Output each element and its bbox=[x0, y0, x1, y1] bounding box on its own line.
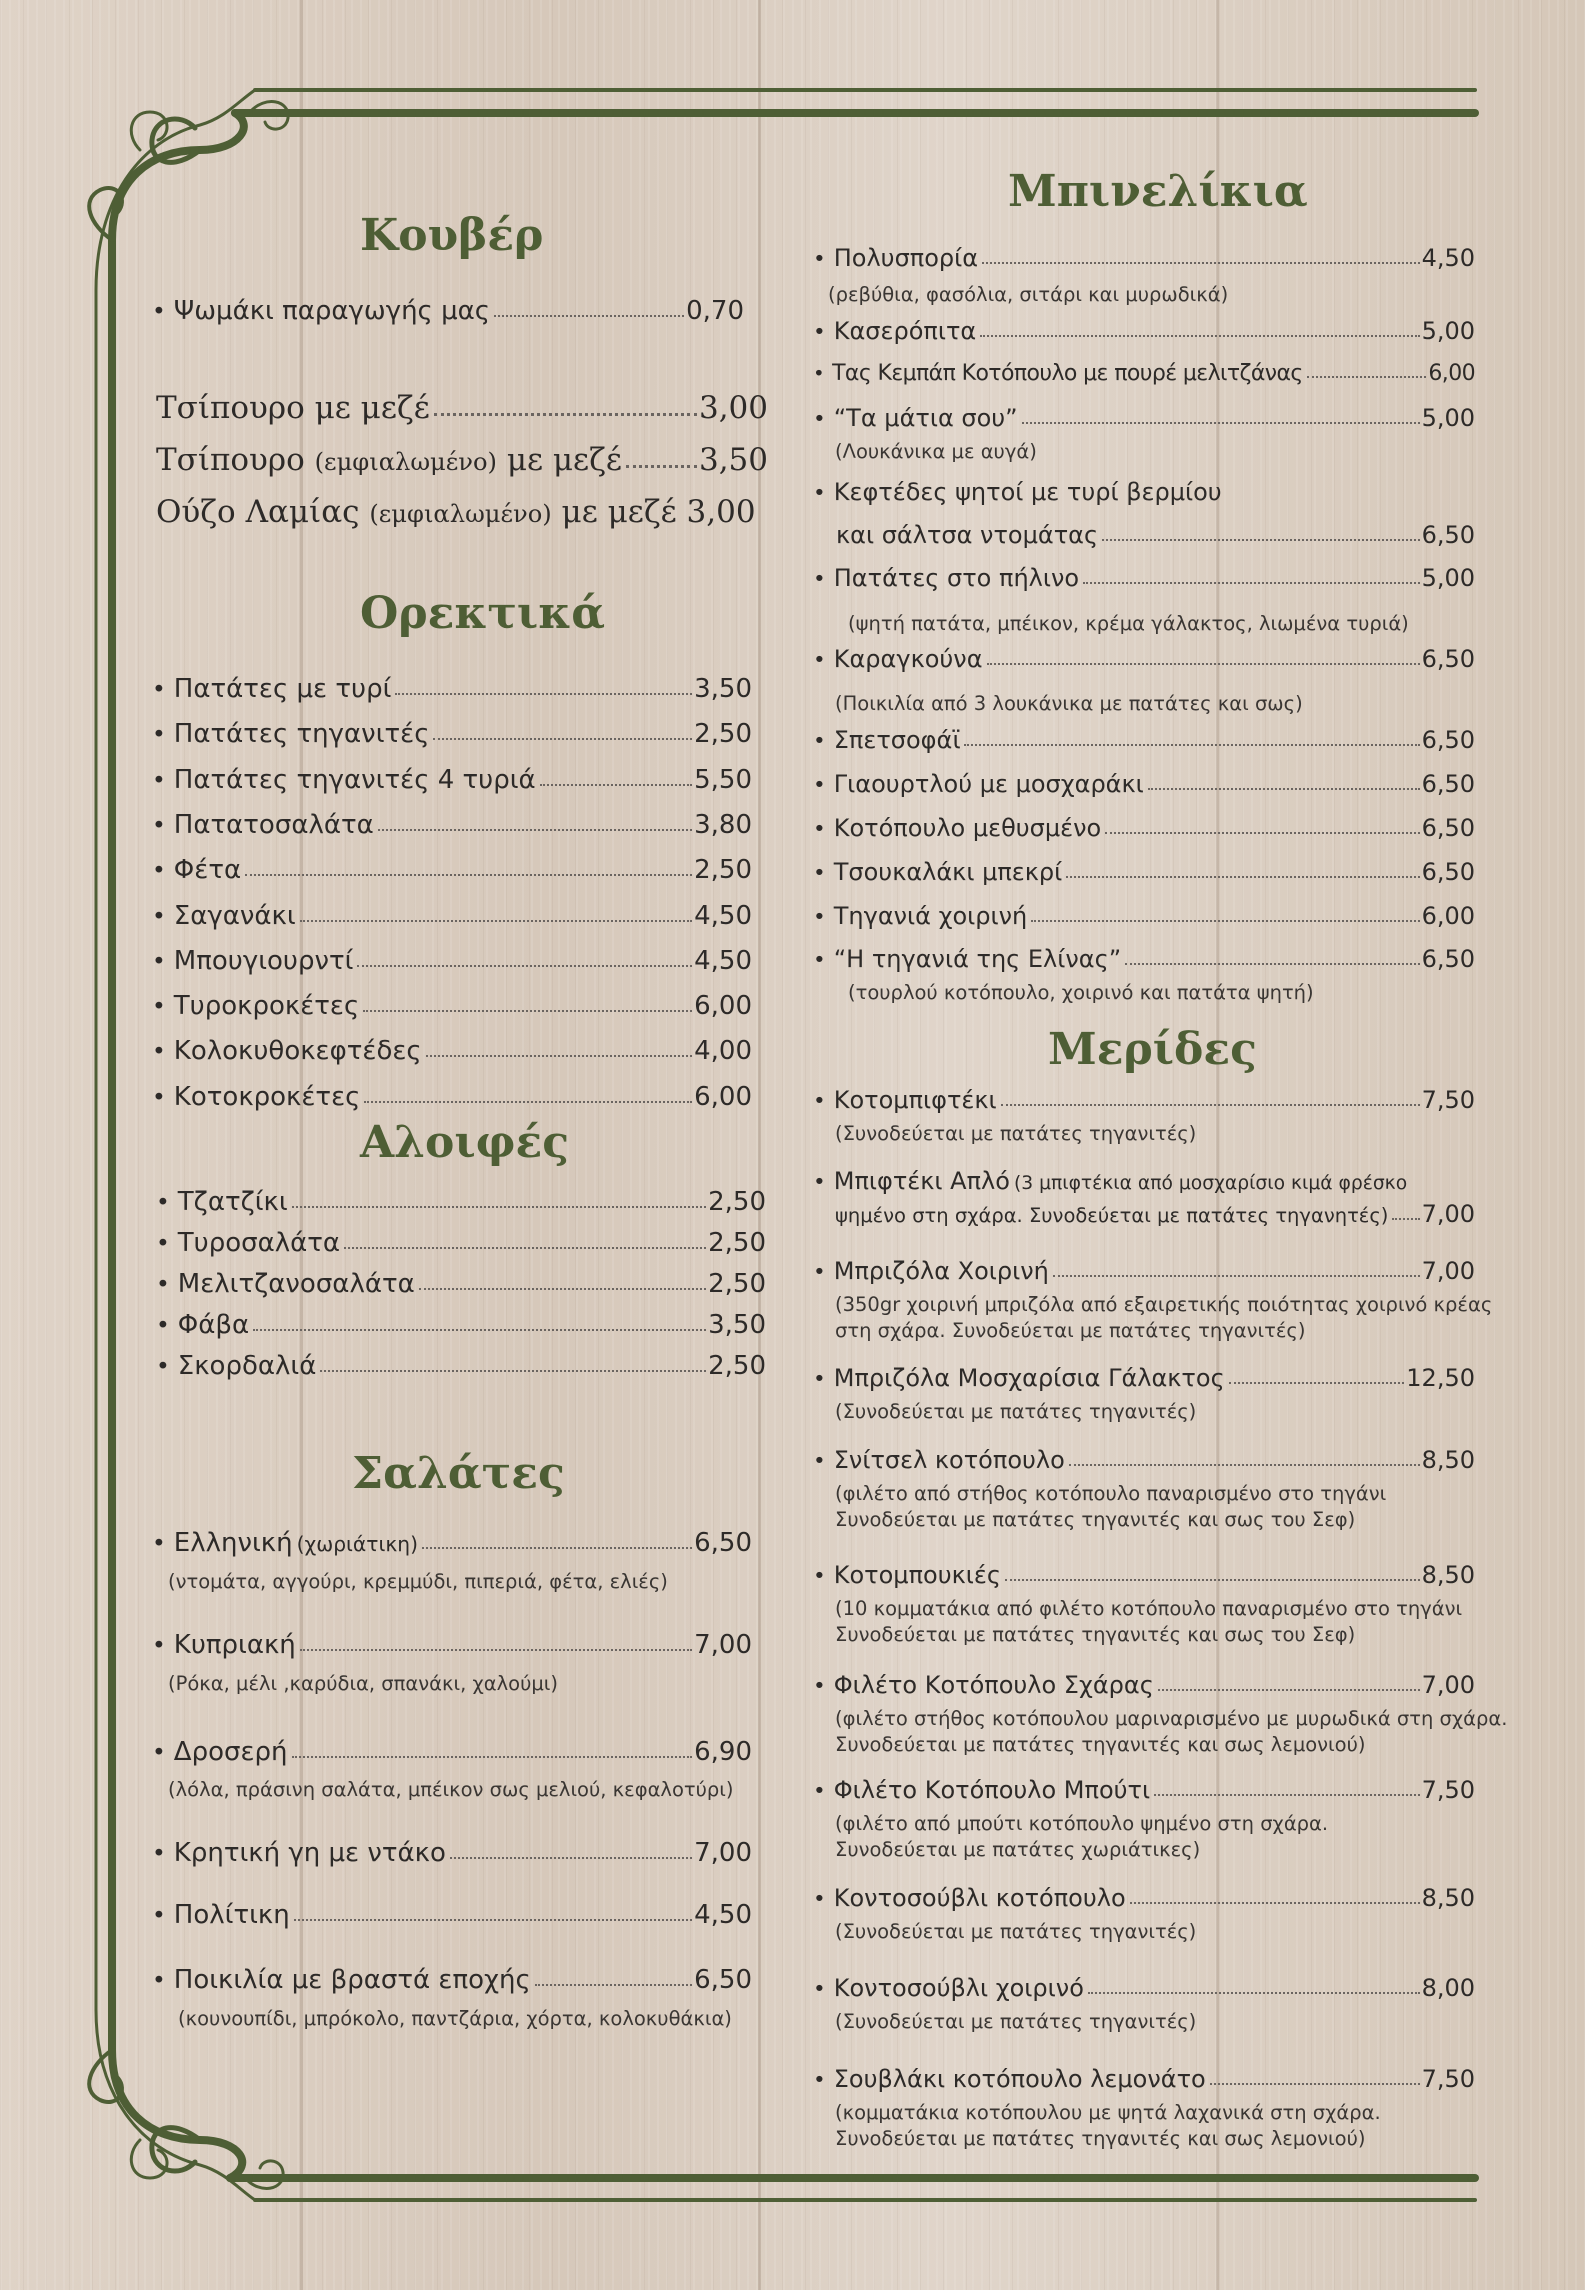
leader-dots bbox=[292, 1756, 693, 1758]
heading-kouver: Κουβέρ bbox=[360, 210, 544, 261]
heading-orektika: Ορεκτικά bbox=[360, 588, 606, 639]
bullet-icon: • bbox=[152, 1738, 166, 1766]
drink-item-tsipouro bbox=[156, 390, 768, 426]
item-note: (εμφιαλωμένο) bbox=[369, 500, 552, 528]
menu-item bbox=[813, 858, 1475, 886]
item-note: (3 μπιφτέκια από μοσχαρίσιο κιμά φρέσκο bbox=[1013, 1173, 1408, 1194]
leader-dots bbox=[300, 1649, 692, 1651]
bullet-icon: • bbox=[152, 856, 166, 885]
binelikia-item bbox=[813, 645, 1475, 673]
leader-dots bbox=[294, 1919, 692, 1921]
bullet-icon: • bbox=[152, 901, 166, 930]
item-price: 4,50 bbox=[694, 900, 752, 931]
leader-dots bbox=[1158, 1689, 1420, 1691]
leader-dots bbox=[364, 1101, 692, 1103]
bullet-icon: • bbox=[813, 567, 826, 592]
item-description: (Συνοδεύεται με πατάτες τηγανιτές) bbox=[835, 1400, 1197, 1423]
bullet-icon: • bbox=[813, 948, 826, 973]
item-name: Πατάτες τηγανιτές bbox=[173, 719, 430, 750]
item-suffix: με μεζέ bbox=[561, 494, 677, 530]
item-description: (Συνοδεύεται με πατάτες τηγανιτές) bbox=[835, 1920, 1197, 1943]
menu-item bbox=[152, 765, 752, 795]
item-price: 7,00 bbox=[1421, 1257, 1475, 1285]
bullet-icon: • bbox=[813, 407, 826, 432]
item-description: (10 κομματάκια από φιλέτο κοτόπουλο παναρισμένο στο τηγάνι bbox=[835, 1597, 1463, 1620]
leader-dots bbox=[1105, 832, 1419, 834]
merides-item-mpifteki bbox=[813, 1167, 1475, 1195]
item-price: 2,50 bbox=[694, 719, 752, 750]
leader-dots bbox=[1088, 1992, 1420, 1994]
item-price: 6,50 bbox=[694, 1965, 752, 1995]
heading-merides: Μερίδες bbox=[1048, 1024, 1257, 1075]
leader-dots bbox=[1154, 1794, 1419, 1796]
bullet-icon: • bbox=[813, 1367, 826, 1392]
bullet-icon: • bbox=[152, 810, 166, 839]
item-name: Μελιτζανοσαλάτα bbox=[177, 1269, 415, 1299]
item-description: (Ποικιλία από 3 λουκάνικα με πατάτες και σως) bbox=[835, 692, 1303, 715]
leader-dots bbox=[419, 1288, 706, 1290]
item-description: Συνοδεύεται με πατάτες τηγανιτές και σως του Σεφ) bbox=[835, 1623, 1356, 1646]
item-name: Σπετσοφάϊ bbox=[833, 726, 961, 754]
menu-item bbox=[813, 1974, 1475, 2002]
leader-dots bbox=[433, 738, 692, 740]
leader-dots bbox=[450, 1857, 692, 1859]
item-name: Κολοκυθοκεφτέδες bbox=[173, 1036, 422, 1067]
menu-item bbox=[813, 770, 1475, 798]
menu-item bbox=[152, 810, 752, 840]
item-price: 5,00 bbox=[1421, 564, 1475, 592]
item-price: 7,00 bbox=[1421, 1200, 1475, 1228]
heading-salates: Σαλάτες bbox=[352, 1448, 565, 1499]
item-name: “Τα μάτια σου” bbox=[833, 404, 1018, 432]
item-price: 12,50 bbox=[1406, 1364, 1475, 1392]
menu-item bbox=[152, 1036, 752, 1066]
item-note: (χωριάτικη) bbox=[296, 1532, 419, 1556]
bullet-icon: • bbox=[152, 675, 166, 703]
item-description: (ντομάτα, αγγούρι, κρεμμύδι, πιπεριά, φέτα, ελιές) bbox=[168, 1570, 668, 1593]
item-name: Κυπριακή bbox=[173, 1630, 296, 1660]
item-price: 7,00 bbox=[694, 1630, 752, 1660]
item-name: “Η τηγανιά της Ελίνας” bbox=[833, 945, 1122, 973]
menu-item bbox=[152, 1082, 752, 1112]
item-price: 3,00 bbox=[686, 494, 756, 530]
leader-dots bbox=[395, 693, 692, 695]
item-price: 0,70 bbox=[686, 296, 744, 326]
bullet-icon: • bbox=[152, 1037, 166, 1066]
menu-item bbox=[813, 726, 1475, 754]
item-name: Φιλέτο Κοτόπουλο Μπούτι bbox=[833, 1776, 1151, 1804]
item-price: 6,50 bbox=[1421, 770, 1475, 798]
leader-dots bbox=[1392, 1218, 1419, 1220]
leader-dots bbox=[1066, 876, 1419, 878]
item-price: 2,50 bbox=[708, 1269, 766, 1299]
binelikia-item bbox=[813, 361, 1475, 386]
leader-dots bbox=[1102, 539, 1420, 541]
item-description: (φιλέτο από μπούτι κοτόπουλο ψημένο στη σχάρα. bbox=[835, 1812, 1329, 1835]
bullet-icon: • bbox=[152, 765, 166, 794]
bullet-icon: • bbox=[813, 817, 826, 842]
item-price: 7,50 bbox=[1421, 1776, 1475, 1804]
bullet-icon: • bbox=[813, 773, 826, 798]
menu-item-bread bbox=[152, 296, 744, 326]
bullet-icon: • bbox=[813, 1089, 826, 1114]
item-name: Πατάτες στο πήλινο bbox=[833, 564, 1080, 592]
leader-dots bbox=[344, 1247, 706, 1249]
leader-dots bbox=[300, 920, 692, 922]
item-description: (κουνουπίδι, μπρόκολο, παντζάρια, χόρτα, κολοκυθάκια) bbox=[178, 2007, 732, 2030]
menu-item bbox=[152, 901, 752, 931]
item-name: Τζατζίκι bbox=[177, 1187, 288, 1217]
menu-item bbox=[813, 1446, 1475, 1474]
item-price: 4,50 bbox=[1421, 244, 1475, 272]
item-price: 7,00 bbox=[1421, 1671, 1475, 1699]
bullet-icon: • bbox=[152, 1839, 166, 1867]
item-price: 6,50 bbox=[694, 1528, 752, 1558]
bullet-icon: • bbox=[813, 1977, 826, 2002]
item-name: Τηγανιά χοιρινή bbox=[833, 902, 1028, 930]
leader-dots bbox=[1229, 1382, 1405, 1384]
menu-item bbox=[813, 2065, 1475, 2093]
leader-dots bbox=[1210, 2083, 1420, 2085]
item-price: 6,50 bbox=[1421, 645, 1475, 673]
item-price: 8,50 bbox=[1421, 1884, 1475, 1912]
item-price: 6,50 bbox=[1421, 858, 1475, 886]
item-price: 3,00 bbox=[698, 390, 768, 426]
item-price: 2,50 bbox=[708, 1351, 766, 1381]
item-price: 6,00 bbox=[1428, 361, 1475, 386]
leader-dots bbox=[964, 744, 1419, 746]
item-description: (Συνοδεύεται με πατάτες τηγανιτές) bbox=[835, 1122, 1197, 1145]
menu-item bbox=[813, 1257, 1475, 1285]
item-price: 6,50 bbox=[1421, 726, 1475, 754]
leader-dots bbox=[1005, 1579, 1420, 1581]
binelikia-item bbox=[813, 945, 1475, 973]
bullet-icon: • bbox=[156, 1311, 170, 1339]
menu-item bbox=[813, 1884, 1475, 1912]
item-price: 5,00 bbox=[1421, 317, 1475, 345]
item-price: 8,50 bbox=[1421, 1561, 1475, 1589]
menu-item bbox=[813, 814, 1475, 842]
item-price: 7,50 bbox=[1421, 1086, 1475, 1114]
item-name: Σουβλάκι κοτόπουλο λεμονάτο bbox=[833, 2065, 1206, 2093]
item-name: Τσίπουρο bbox=[156, 442, 305, 478]
binelikia-item bbox=[813, 317, 1475, 345]
item-description: (350gr χοιρινή μπριζόλα από εξαιρετικής ποιότητας χοιρινό κρέας bbox=[835, 1293, 1493, 1316]
item-price: 4,00 bbox=[694, 1036, 752, 1067]
leader-dots bbox=[540, 784, 692, 786]
item-name: Γιαουρτλού με μοσχαράκι bbox=[833, 770, 1144, 798]
item-price: 4,50 bbox=[694, 1900, 752, 1930]
menu-item bbox=[152, 946, 752, 976]
menu-item bbox=[156, 1310, 766, 1340]
bullet-icon: • bbox=[152, 1529, 166, 1557]
bullet-icon: • bbox=[156, 1229, 170, 1257]
item-description: (ρεβύθια, φασόλια, σιτάρι και μυρωδικά) bbox=[828, 283, 1229, 306]
menu-item bbox=[813, 1776, 1475, 1804]
leader-dots bbox=[1307, 376, 1427, 378]
item-description: (τουρλού κοτόπουλο, χοιρινό και πατάτα ψητή) bbox=[848, 981, 1314, 1004]
item-suffix: με μεζέ bbox=[506, 442, 622, 478]
bullet-icon: • bbox=[813, 1449, 826, 1474]
bullet-icon: • bbox=[813, 2068, 826, 2093]
leader-dots bbox=[292, 1206, 706, 1208]
leader-dots bbox=[422, 1547, 692, 1549]
bullet-icon: • bbox=[152, 1082, 166, 1111]
item-name: Φάβα bbox=[177, 1310, 250, 1340]
item-name: Τσουκαλάκι μπεκρί bbox=[833, 858, 1063, 886]
salad-item-droseri bbox=[152, 1737, 752, 1767]
menu-item bbox=[156, 1269, 766, 1299]
item-name: Κοτομπουκιές bbox=[833, 1561, 1001, 1589]
item-price: 6,50 bbox=[1421, 521, 1475, 549]
item-description: (κομματάκια κοτόπουλου με ψητά λαχανικά στη σχάρα. bbox=[835, 2101, 1381, 2124]
item-name: Πατατοσαλάτα bbox=[173, 809, 374, 840]
leader-dots bbox=[1125, 963, 1419, 965]
item-name: Κοντοσούβλι κοτόπουλο bbox=[833, 1884, 1126, 1912]
leader-dots bbox=[980, 335, 1419, 337]
item-name: Σκορδαλιά bbox=[177, 1351, 317, 1381]
item-description: στη σχάρα. Συνοδεύεται με πατάτες τηγανιτές) bbox=[835, 1319, 1306, 1342]
bullet-icon: • bbox=[152, 1966, 166, 1994]
menu-item bbox=[156, 1228, 766, 1258]
binelikia-item bbox=[813, 564, 1475, 592]
item-name: Φιλέτο Κοτόπουλο Σχάρας bbox=[833, 1671, 1154, 1699]
bullet-icon: • bbox=[813, 648, 826, 673]
item-name: Μπριζόλα Χοιρινή bbox=[833, 1257, 1049, 1285]
leader-dots bbox=[1148, 788, 1420, 790]
item-price: 6,90 bbox=[694, 1737, 752, 1767]
bullet-icon: • bbox=[813, 1170, 826, 1195]
leader-dots bbox=[320, 1370, 706, 1372]
binelikia-item bbox=[813, 244, 1475, 272]
item-price: 6,00 bbox=[1421, 902, 1475, 930]
item-name: Ψωμάκι παραγωγής μας bbox=[173, 296, 491, 326]
leader-dots bbox=[363, 1010, 692, 1012]
leader-dots bbox=[1022, 422, 1420, 424]
item-name: Σνίτσελ κοτόπουλο bbox=[833, 1446, 1065, 1474]
salad-item-kritiki bbox=[152, 1838, 752, 1868]
item-name: Σαγανάκι bbox=[173, 900, 296, 931]
bullet-icon: • bbox=[152, 946, 166, 975]
item-price: 2,50 bbox=[708, 1187, 766, 1217]
bullet-icon: • bbox=[813, 905, 826, 930]
menu-item bbox=[156, 1351, 766, 1381]
item-price: 4,50 bbox=[694, 945, 752, 976]
menu-item bbox=[152, 719, 752, 749]
item-name: Πατάτες τηγανιτές 4 τυριά bbox=[173, 764, 536, 795]
item-price: 2,50 bbox=[708, 1228, 766, 1258]
item-price: 2,50 bbox=[694, 855, 752, 886]
menu-item bbox=[152, 855, 752, 885]
item-name: Κοτομπιφτέκι bbox=[833, 1086, 997, 1114]
leader-dots bbox=[426, 1055, 692, 1057]
leader-dots bbox=[1053, 1275, 1420, 1277]
leader-dots bbox=[245, 874, 692, 876]
bullet-icon: • bbox=[156, 1352, 170, 1380]
leader-dots bbox=[1031, 920, 1419, 922]
item-price: 8,50 bbox=[1421, 1446, 1475, 1474]
leader-dots bbox=[1069, 1464, 1420, 1466]
item-description: ψημένο στη σχάρα. Συνοδεύεται με πατάτες τηγανητές) bbox=[835, 1204, 1389, 1227]
item-description: Συνοδεύεται με πατάτες τηγανιτές και σως λεμονιού) bbox=[835, 2127, 1366, 2150]
item-price: 3,80 bbox=[694, 809, 752, 840]
item-description: (φιλέτο από στήθος κοτόπουλο παναρισμένο στο τηγάνι bbox=[835, 1482, 1387, 1505]
item-name: Ελληνική bbox=[173, 1528, 293, 1558]
item-name: Τυροσαλάτα bbox=[177, 1228, 341, 1258]
item-name: Δροσερή bbox=[173, 1737, 288, 1767]
item-price: 6,00 bbox=[694, 991, 752, 1022]
item-description: (ψητή πατάτα, μπέικον, κρέμα γάλακτος, λιωμένα τυριά) bbox=[848, 612, 1409, 635]
drink-item-tsipouro-bottled bbox=[156, 442, 768, 478]
leader-dots bbox=[626, 465, 697, 468]
binelikia-item bbox=[813, 478, 1475, 506]
item-name: Ούζο Λαμίας bbox=[156, 494, 360, 530]
leader-dots bbox=[982, 262, 1419, 264]
item-name: Κρητική γη με ντάκο bbox=[173, 1838, 446, 1868]
item-name: Καραγκούνα bbox=[833, 645, 983, 673]
item-price: 6,50 bbox=[1421, 814, 1475, 842]
item-name: Μπριζόλα Μοσχαρίσια Γάλακτος bbox=[833, 1364, 1225, 1392]
item-price: 7,50 bbox=[1421, 2065, 1475, 2093]
bullet-icon: • bbox=[813, 729, 826, 754]
bullet-icon: • bbox=[813, 362, 825, 385]
item-name: Μπιφτέκι Απλό bbox=[833, 1167, 1010, 1195]
leader-dots bbox=[1130, 1902, 1420, 1904]
bullet-icon: • bbox=[152, 1901, 166, 1929]
item-description: Συνοδεύεται με πατάτες τηγανιτές και σως του Σεφ) bbox=[835, 1508, 1356, 1531]
menu-item bbox=[813, 1561, 1475, 1589]
item-name: Κασερόπιτα bbox=[833, 317, 977, 345]
heading-aloifes: Αλοιφές bbox=[360, 1117, 569, 1168]
bullet-icon: • bbox=[813, 1564, 826, 1589]
item-description: (Συνοδεύεται με πατάτες τηγανιτές) bbox=[835, 2010, 1197, 2033]
bullet-icon: • bbox=[156, 1188, 170, 1216]
leader-dots bbox=[378, 829, 692, 831]
item-description: (Ρόκα, μέλι ,καρύδια, σπανάκι, χαλούμι) bbox=[168, 1672, 558, 1695]
item-name: Φέτα bbox=[173, 855, 242, 886]
item-name: Πατάτες με τυρί bbox=[173, 674, 392, 704]
salad-item-kypriaki bbox=[152, 1630, 752, 1660]
bullet-icon: • bbox=[152, 992, 166, 1021]
bullet-icon: • bbox=[813, 1260, 826, 1285]
binelikia-item-line2 bbox=[836, 521, 1475, 549]
heading-binelikia: Μπινελίκια bbox=[1008, 166, 1308, 217]
bullet-icon: • bbox=[152, 297, 166, 325]
item-note: (εμφιαλωμένο) bbox=[314, 448, 497, 476]
item-name: Κοτόπουλο μεθυσμένο bbox=[833, 814, 1102, 842]
bullet-icon: • bbox=[156, 1270, 170, 1298]
item-description: Συνοδεύεται με πατάτες τηγανιτές και σως λεμονιού) bbox=[835, 1733, 1366, 1756]
item-description: (φιλέτο στήθος κοτόπουλου μαριναρισμένο με μυρωδικά στη σχάρα. bbox=[835, 1707, 1508, 1730]
item-name: Κοντοσούβλι χοιρινό bbox=[833, 1974, 1084, 2002]
item-price: 3,50 bbox=[694, 674, 752, 704]
binelikia-item bbox=[813, 404, 1475, 432]
drink-item-ouzo bbox=[156, 494, 768, 530]
salad-item-elliniki bbox=[152, 1528, 752, 1558]
leader-dots bbox=[1001, 1104, 1420, 1106]
item-name: Ποικιλία με βραστά εποχής bbox=[173, 1965, 531, 1995]
bullet-icon: • bbox=[813, 1674, 826, 1699]
item-name: Κεφτέδες ψητοί με τυρί βερμίου bbox=[833, 478, 1222, 506]
menu-item bbox=[813, 1671, 1475, 1699]
item-price: 3,50 bbox=[708, 1310, 766, 1340]
item-description: (Λουκάνικα με αυγά) bbox=[835, 440, 1037, 463]
item-name: και σάλτσα ντομάτας bbox=[836, 521, 1099, 549]
bullet-icon: • bbox=[813, 1779, 826, 1804]
leader-dots bbox=[494, 315, 684, 317]
salad-item-vrasta bbox=[152, 1965, 752, 1995]
item-price: 8,00 bbox=[1421, 1974, 1475, 2002]
leader-dots bbox=[535, 1984, 692, 1986]
bullet-icon: • bbox=[813, 481, 826, 506]
bullet-icon: • bbox=[813, 1887, 826, 1912]
item-name: Πολυσπορία bbox=[833, 244, 979, 272]
bullet-icon: • bbox=[813, 320, 826, 345]
bullet-icon: • bbox=[813, 247, 826, 272]
item-name: Τας Κεμπάπ Κοτόπουλο με πουρέ μελιτζάνας bbox=[832, 361, 1303, 386]
menu-item bbox=[152, 991, 752, 1021]
item-name: Πολίτικη bbox=[173, 1900, 290, 1930]
menu-item bbox=[813, 902, 1475, 930]
item-price: 3,50 bbox=[698, 442, 768, 478]
bullet-icon: • bbox=[152, 1631, 166, 1659]
leader-dots bbox=[987, 663, 1420, 665]
item-description: (λόλα, πράσινη σαλάτα, μπέικον σως μελιού, κεφαλοτύρι) bbox=[168, 1778, 734, 1801]
item-name: Κοτοκροκέτες bbox=[173, 1081, 361, 1112]
item-name: Τυροκροκέτες bbox=[173, 991, 360, 1022]
leader-dots bbox=[434, 413, 697, 416]
menu-item bbox=[813, 1364, 1475, 1392]
item-description: Συνοδεύεται με πατάτες χωριάτικες) bbox=[835, 1838, 1201, 1861]
leader-dots bbox=[253, 1329, 706, 1331]
item-name: Τσίπουρο με μεζέ bbox=[156, 390, 430, 426]
leader-dots bbox=[1083, 582, 1419, 584]
menu-item bbox=[152, 674, 752, 704]
salad-item-politiki bbox=[152, 1900, 752, 1930]
item-price: 6,50 bbox=[1421, 945, 1475, 973]
menu-item bbox=[156, 1187, 766, 1217]
bullet-icon: • bbox=[152, 720, 166, 749]
leader-dots bbox=[357, 965, 692, 967]
item-price: 7,00 bbox=[694, 1838, 752, 1868]
item-price: 5,50 bbox=[694, 764, 752, 795]
item-price: 6,00 bbox=[694, 1081, 752, 1112]
bullet-icon: • bbox=[813, 861, 826, 886]
item-price: 5,00 bbox=[1421, 404, 1475, 432]
merides-item-mpifteki-line2 bbox=[835, 1200, 1475, 1228]
item-name: Μπουγιουρντί bbox=[173, 945, 354, 976]
menu-item bbox=[813, 1086, 1475, 1114]
